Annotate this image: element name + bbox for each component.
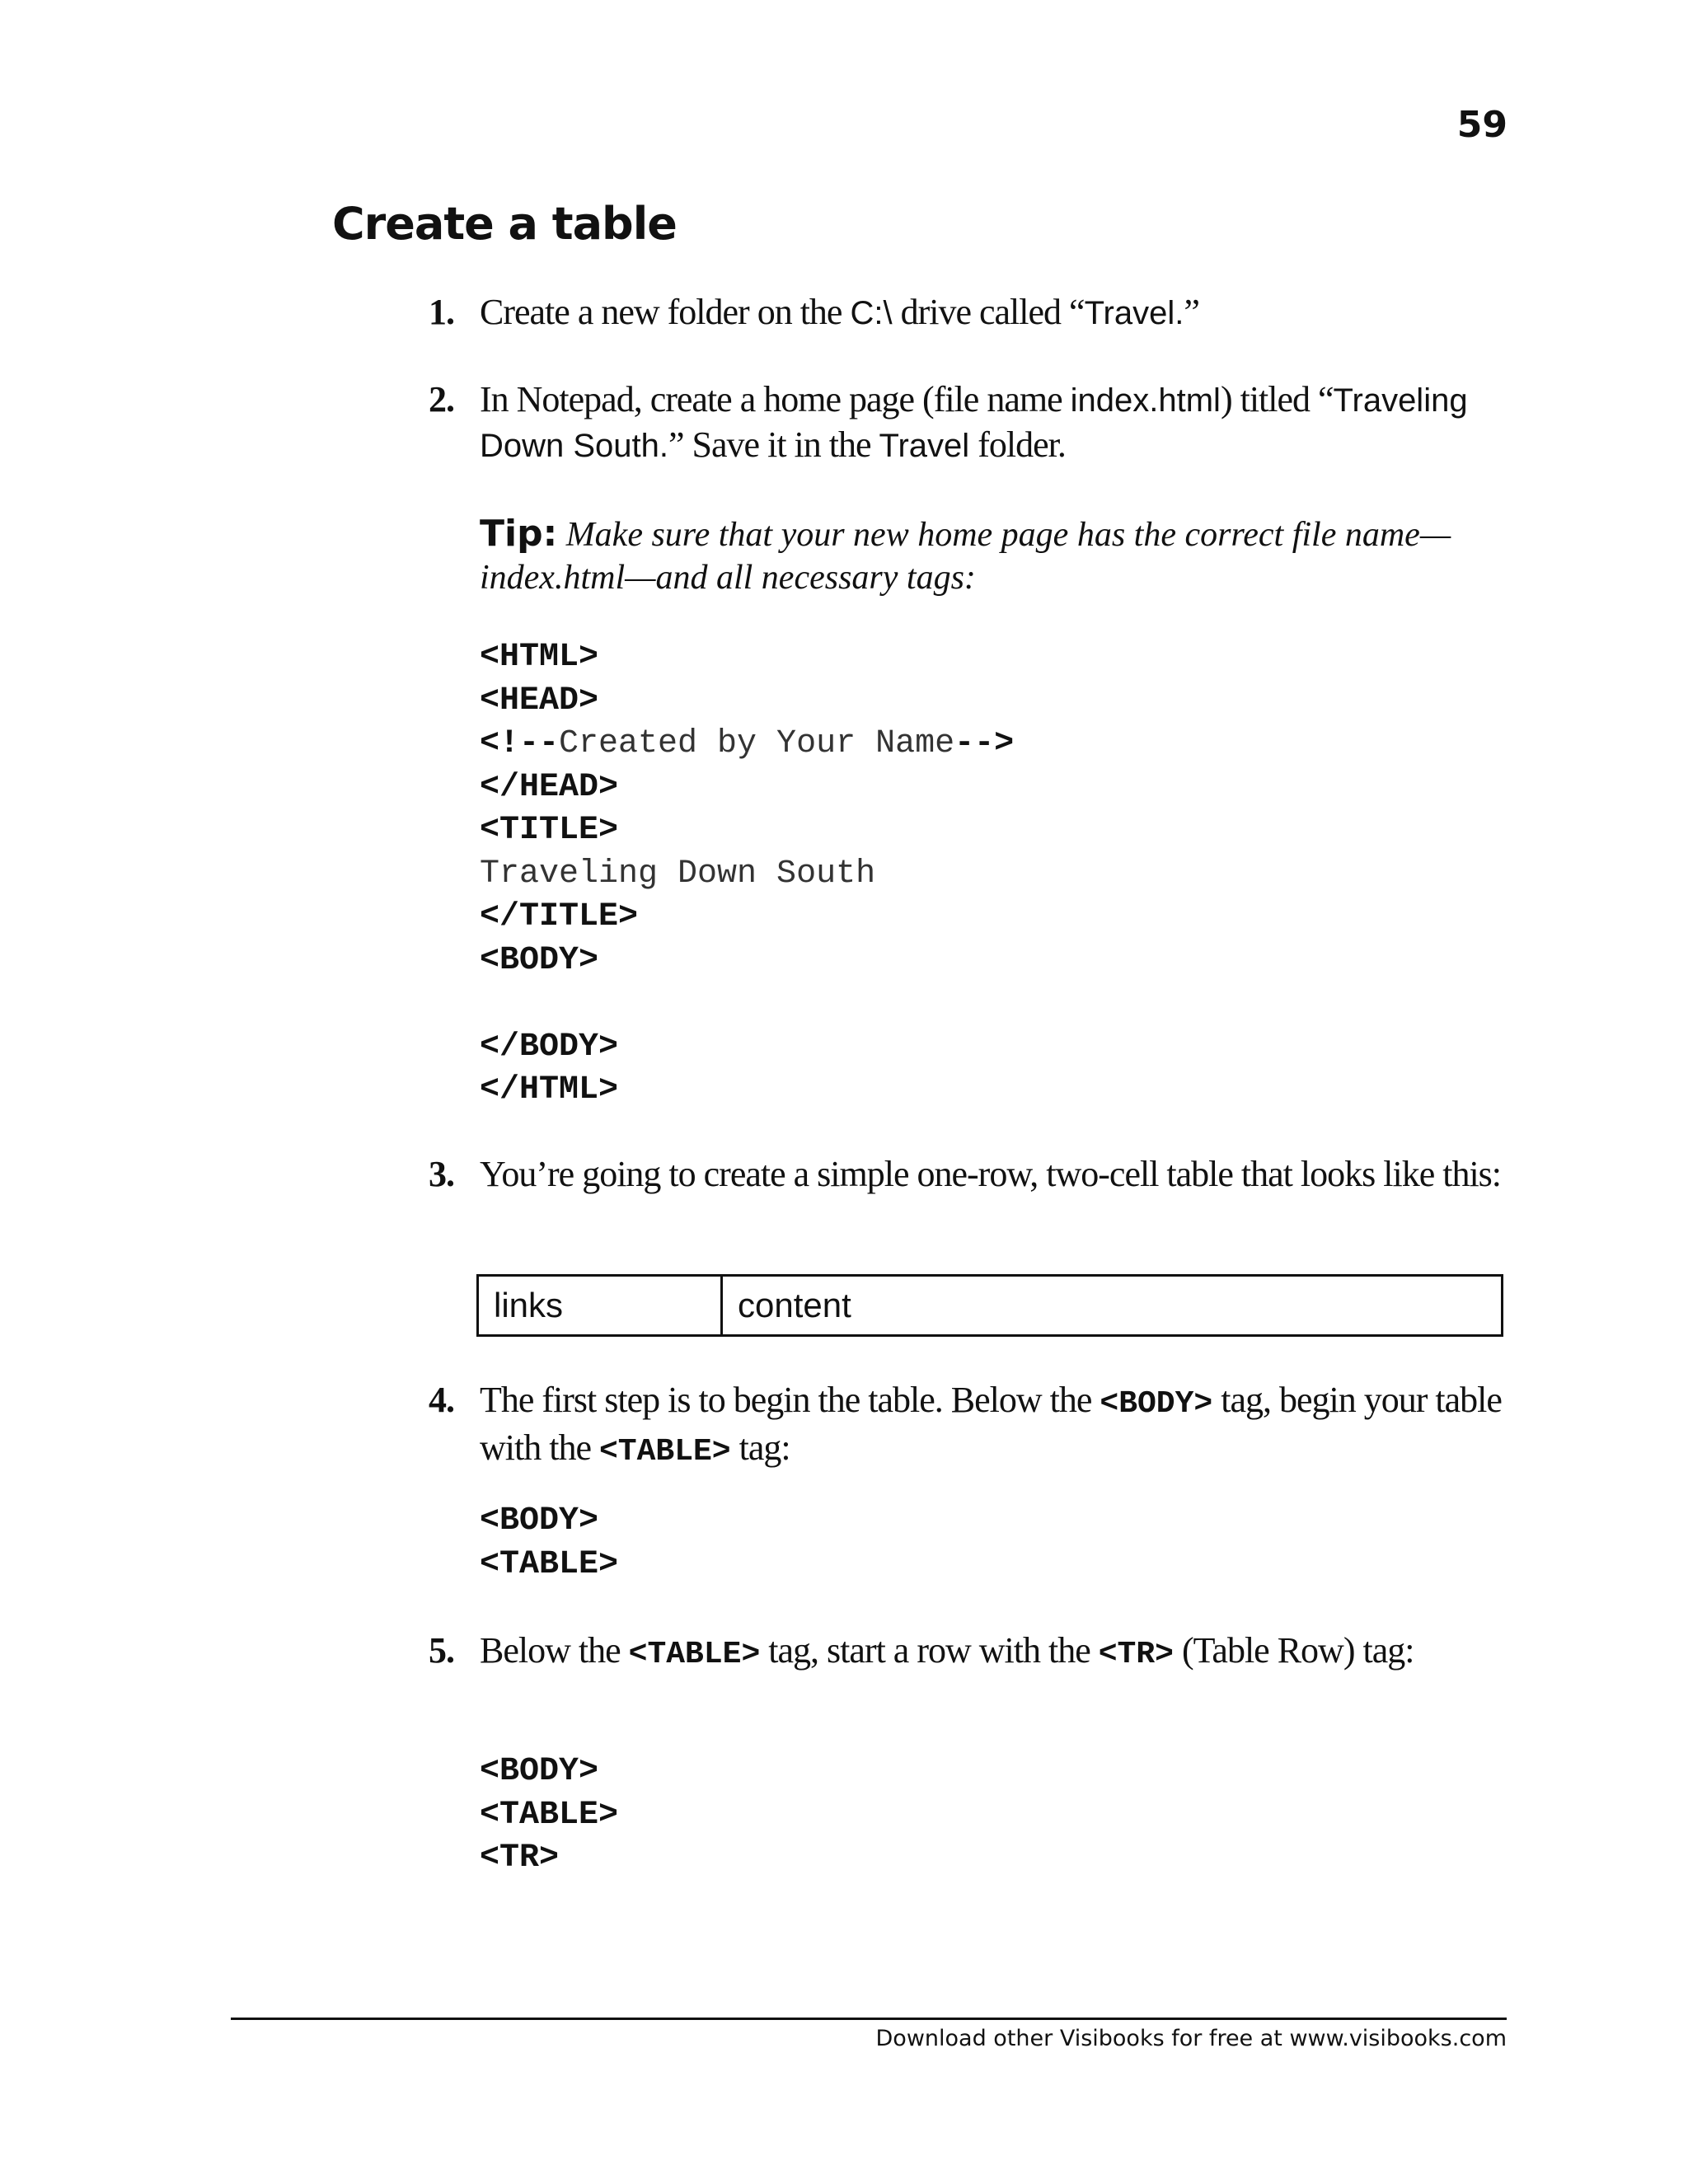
step-number: 5. [429,1630,454,1671]
text-run: In Notepad, create a home page (file name [480,379,1071,419]
code-blank-line [480,982,1014,1026]
text-run: The first step is to begin the table. Below the [480,1380,1100,1420]
text-run: ) titled “ [1220,379,1334,419]
text-run: tag, start a row with the [760,1630,1099,1671]
text-run: tag, begin your table with the [480,1380,1502,1468]
code-block-body-table [480,1500,618,1586]
step-5 [429,1629,1517,1676]
inline-tag: <TABLE> [598,1434,731,1469]
footer-divider [231,2018,1507,2020]
table-cell-content: content [738,1286,851,1324]
file-name: index.html [1070,382,1221,419]
code-block-body-table-tr [480,1750,618,1881]
text-run: Below the [480,1630,629,1671]
code-line: </HEAD> [480,768,619,806]
tip-text: Make sure that your new home page has the correct file name—index.html—and all necessary tags: [480,516,1451,597]
inline-tag: <TR> [1098,1637,1174,1672]
step-number: 2. [429,379,454,419]
code-line: <HEAD> [480,682,599,719]
step-4 [429,1378,1517,1474]
folder-name: Travel. [1084,295,1184,331]
text-run: tag: [730,1427,790,1468]
footer-text: Download other Visibooks for free at www.visibooks.com [875,2026,1507,2051]
code-line: </BODY> [480,1028,619,1066]
step-number: 1. [429,292,454,332]
text-run: ” [1184,292,1199,332]
text-run: Create a new folder on the [480,292,851,332]
code-line-comment [480,723,1014,766]
comment-close: --> [954,725,1015,762]
code-line: <TABLE> [480,1545,619,1583]
example-table [476,1274,1503,1337]
code-line: <TABLE> [480,1796,619,1834]
step-text: You’re going to create a simple one-row, two-cell table that looks like this: [480,1154,1502,1194]
step-number: 3. [429,1154,454,1194]
page-title: Traveling Down South. [480,382,1468,464]
step-2 [429,377,1517,468]
code-line: <BODY> [480,1753,599,1790]
code-line: </TITLE> [480,898,639,935]
step-text [480,1378,1517,1474]
text-run: ” Save it in the [668,424,879,465]
code-line: </HTML> [480,1071,619,1108]
inline-tag: <TABLE> [628,1637,761,1672]
step-1 [429,290,1517,335]
code-line: Traveling Down South [480,855,876,893]
step-text [480,1629,1517,1676]
step-text [480,290,1517,335]
code-line: <TR> [480,1840,560,1877]
step-3 [429,1152,1517,1196]
code-block-skeleton [480,636,1014,1113]
text-run: (Table Row) tag: [1173,1630,1414,1671]
comment-open: <!-- [480,725,560,762]
code-line: <BODY> [480,941,599,979]
text-run: drive called “ [892,292,1085,332]
tip-label: Tip: [480,513,558,555]
page-number: 59 [1456,104,1507,146]
comment-text: Created by Your Name [559,725,955,762]
step-text [480,377,1517,468]
code-line: <BODY> [480,1502,599,1540]
inline-tag: <BODY> [1100,1386,1213,1422]
section-heading: Create a table [332,198,677,250]
code-line: <HTML> [480,639,599,676]
folder-name: Travel [879,428,970,464]
code-line: <TITLE> [480,812,619,849]
step-number: 4. [429,1380,454,1420]
text-run: folder. [969,424,1066,465]
drive-name: C:\ [850,295,893,331]
tip-note [480,513,1518,599]
table-cell-links: links [479,1277,723,1334]
